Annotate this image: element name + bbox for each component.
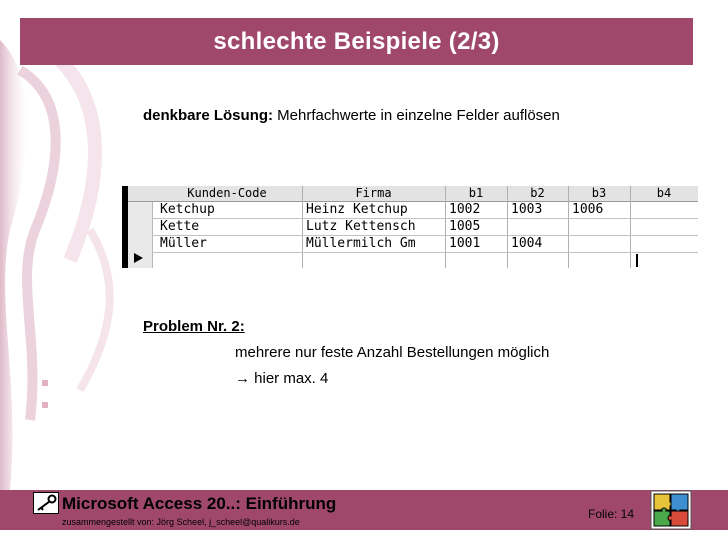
solution-text: Mehrfachwerte in einzelne Felder auflösen [273, 107, 560, 124]
table-cell[interactable]: 1006 [572, 202, 604, 217]
table-cell[interactable]: Müller [160, 236, 207, 251]
decorative-swirl-background [0, 0, 140, 490]
grid-line [152, 252, 698, 253]
table-cell[interactable]: Ketchup [160, 202, 215, 217]
slide-title: schlechte Beispiele (2/3) [213, 28, 500, 55]
table-cell[interactable]: 1005 [449, 219, 481, 234]
column-header-b1[interactable]: b1 [468, 186, 484, 200]
problem-heading: Problem Nr. 2: [143, 318, 245, 335]
footer-subtitle: zusammengestellt von: Jörg Scheel, j_scheel@qualikurs.de [62, 517, 300, 527]
grid-line [302, 186, 303, 268]
column-header-firma[interactable]: Firma [355, 186, 392, 200]
table-cell[interactable]: Kette [160, 219, 200, 234]
table-cell[interactable]: Lutz Kettensch [306, 219, 416, 234]
grid-line [630, 186, 631, 268]
grid-line [568, 186, 569, 268]
table-cell[interactable]: 1003 [511, 202, 543, 217]
right-arrow-icon: → [235, 370, 250, 387]
table-cell[interactable]: 1001 [449, 236, 481, 251]
key-icon [33, 492, 59, 514]
problem-line-2-text: hier max. 4 [250, 370, 329, 387]
solution-label: denkbare Lösung: [143, 107, 274, 124]
table-cell[interactable]: 1004 [511, 236, 543, 251]
slide-number: Folie: 14 [588, 507, 635, 521]
problem-line-1: mehrere nur feste Anzahl Bestellungen möglich [235, 344, 550, 361]
text-cursor [636, 254, 638, 267]
grid-line [507, 186, 508, 268]
solution-line [143, 107, 560, 124]
table-cell[interactable]: 1002 [449, 202, 481, 217]
column-header-b2[interactable]: b2 [530, 186, 545, 200]
record-pointer-icon[interactable] [134, 253, 143, 263]
grid-line [445, 186, 446, 268]
column-header-b3[interactable]: b3 [591, 186, 607, 200]
column-header-kunden-code[interactable]: Kunden-Code [187, 186, 267, 200]
table-cell[interactable]: Heinz Ketchup [306, 202, 408, 217]
puzzle-icon [650, 490, 692, 530]
table-cell[interactable]: Müllermilch Gm [306, 236, 416, 251]
datasheet-table [122, 186, 698, 268]
column-header-b4[interactable]: b4 [656, 186, 672, 200]
problem-line-2 [235, 370, 328, 387]
footer-title: Microsoft Access 20..: Einführung [62, 494, 337, 513]
